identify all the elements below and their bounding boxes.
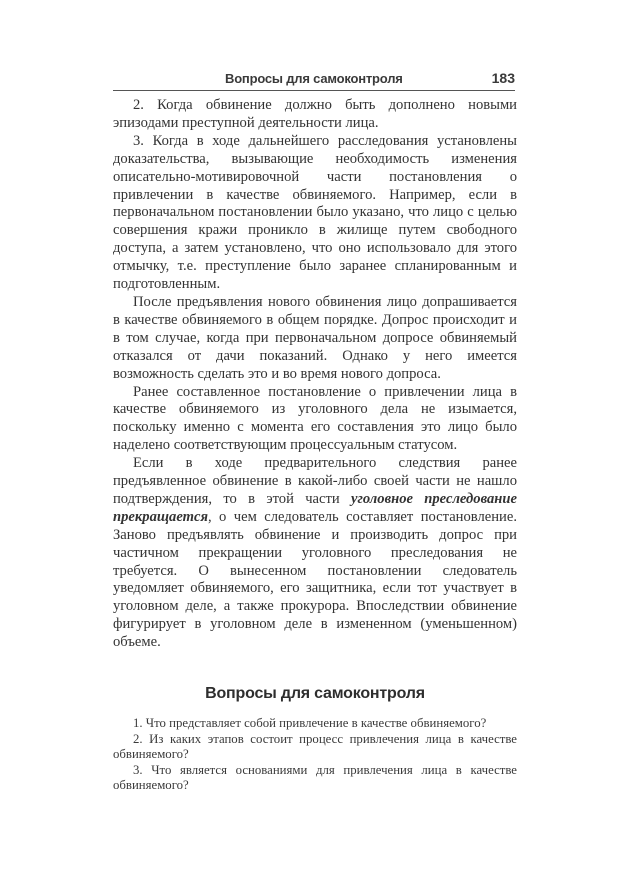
highlighted-term: уголовное преследование прекращается — [113, 490, 518, 525]
paragraph: После предъявления нового обвинения лицо допрашивается в качестве обвиняемого в общем порядке. Допрос происходит и в том случае, когда при первоначальном допросе обвиняемый отказался от дачи показаний. Однако у него имеется возможность сделать это и во время нового допроса. — [113, 293, 517, 382]
paragraph: 2. Когда обвинение должно быть дополнено новыми эпизодами преступной деятельности лица. — [113, 97, 517, 131]
question-item: 3. Что является основаниями для привлечения лица в качестве обвиняемого? — [113, 762, 517, 793]
section-heading: Вопросы для самоконтроля — [205, 685, 425, 702]
running-header — [113, 68, 515, 91]
question-item: 2. Из каких этапов состоит процесс привлечения лица в качестве обвиняемого? — [113, 731, 517, 762]
paragraph-text: Если в ходе предварительного следствия ранее предъявленное обвинение в какой-либо своей части не нашло подтверждения, то в этой части — [113, 455, 517, 507]
paragraph: 3. Когда в ходе дальнейшего расследования установлены доказательства, вызывающие необходимость изменения описательно-мотивировочной части постановления о привлечении в качестве обвиняемого. Например, если в первоначальном постановлении было указано, что лицо с целью совершения кражи проникло в жилище путем свободного доступа, а затем установлено, что оно использовало для этого отмычку, т.е. преступление было заранее спланированным и подготовленным. — [113, 132, 517, 293]
paragraph: Ранее составленное постановление о привлечении лица в качестве обвиняемого из уголовного дела не изымается, поскольку именно с момента его составления это лицо было наделено соответствующим процессуальным статусом. — [113, 383, 517, 454]
questions-list — [113, 716, 517, 794]
page-number: 183 — [491, 70, 515, 86]
question-item: 1. Что представляет собой привлечение в качестве обвиняемого? — [133, 716, 487, 730]
running-header-title: Вопросы для самоконтроля — [225, 71, 403, 86]
body-text — [113, 97, 517, 652]
paragraph — [113, 455, 517, 652]
paragraph-text: , о чем следователь составляет постановление. Заново предъявлять обвинение и производить допрос при частичном прекращении уголовного преследования не требуется. О вынесенном постановлении следователь уведомляет обвиняемого, его защитника, если тот участвует в уголовном деле, а также прокурора. Впоследствии обвинение фигурирует в уголовном деле в измененном (уменьшенном) объеме. — [113, 508, 517, 651]
